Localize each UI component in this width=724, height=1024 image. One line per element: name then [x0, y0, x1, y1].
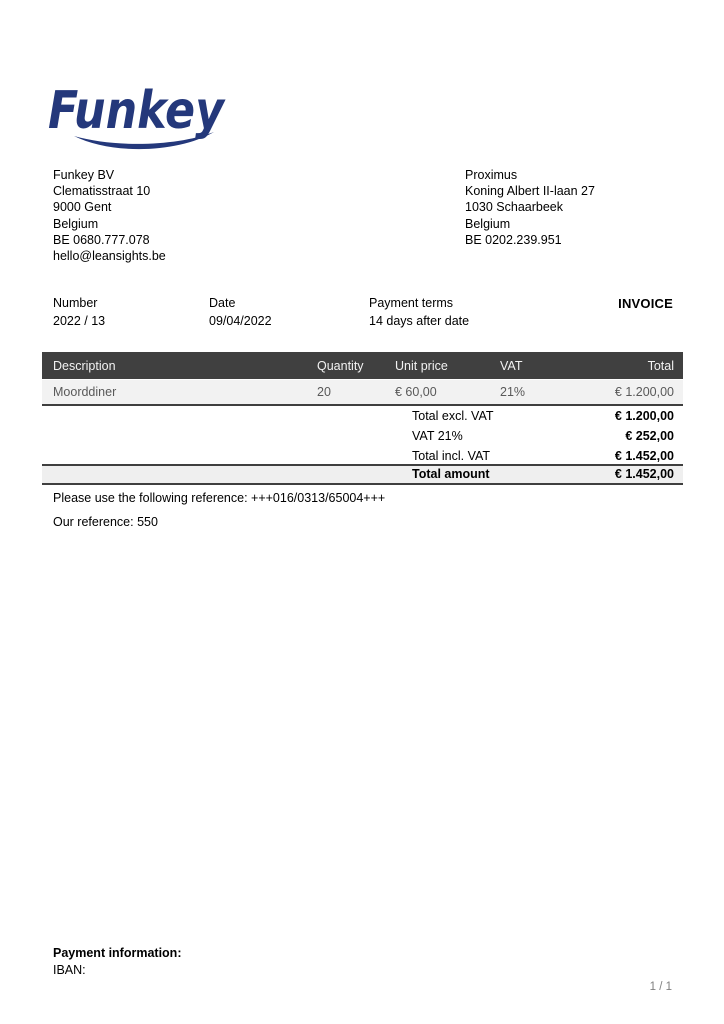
total-amount-label: Total amount — [412, 467, 490, 481]
buyer-city: 1030 Schaarbeek — [465, 200, 563, 215]
seller-street: Clematisstraat 10 — [53, 184, 151, 199]
item-unit-price: € 60,00 — [395, 385, 437, 399]
funkey-logo — [46, 78, 236, 160]
payment-terms-value: 14 days after date — [369, 314, 470, 328]
vat-amount-row — [42, 426, 683, 446]
seller-city: 9000 Gent — [53, 200, 112, 215]
payment-information-heading: Payment information: — [53, 946, 182, 960]
logo-wordmark: Funkey — [48, 81, 226, 141]
table-header-row — [42, 352, 683, 379]
buyer-name: Proximus — [465, 168, 518, 182]
col-header-total: Total — [647, 358, 674, 373]
total-incl-vat-value: € 1.452,00 — [614, 449, 674, 463]
buyer-country: Belgium — [465, 216, 511, 231]
invoice-number-label: Number — [53, 296, 98, 310]
seller-address-block — [53, 167, 166, 264]
funkey-logo-graphic — [46, 78, 236, 160]
total-incl-vat-label: Total incl. VAT — [412, 449, 491, 463]
buyer-vat-number: BE 0202.239.951 — [465, 232, 562, 247]
seller-vat-number: BE 0680.777.078 — [53, 232, 150, 247]
item-description: Moorddiner — [53, 385, 117, 399]
vat-amount-value: € 252,00 — [625, 429, 674, 443]
total-excl-vat-row — [42, 406, 683, 426]
total-excl-vat-value: € 1.200,00 — [614, 409, 674, 423]
vat-amount-label: VAT 21% — [412, 429, 463, 443]
col-header-quantity: Quantity — [317, 358, 364, 373]
seller-name: Funkey BV — [53, 168, 115, 182]
col-header-description: Description — [53, 358, 116, 373]
total-incl-vat-row — [42, 446, 683, 466]
payment-reference-note: Please use the following reference: +++016/0313/65004+++ — [53, 491, 386, 505]
invoice-number-value: 2022 / 13 — [53, 314, 106, 328]
item-quantity: 20 — [317, 385, 331, 399]
total-excl-vat-label: Total excl. VAT — [412, 409, 494, 423]
iban-label: IBAN: — [53, 963, 86, 977]
seller-country: Belgium — [53, 216, 99, 231]
payment-terms-label: Payment terms — [369, 296, 454, 310]
seller-email: hello@leansights.be — [53, 249, 166, 264]
line-items-table — [42, 352, 683, 406]
col-header-unit-price: Unit price — [395, 358, 448, 373]
invoice-date-value: 09/04/2022 — [209, 314, 272, 328]
col-header-vat: VAT — [500, 358, 523, 373]
invoice-date-label: Date — [209, 296, 236, 310]
our-reference-note: Our reference: 550 — [53, 515, 158, 529]
page-indicator: 1 / 1 — [649, 981, 672, 993]
document-title: INVOICE — [618, 296, 673, 311]
buyer-address-block — [465, 167, 595, 248]
buyer-street: Koning Albert II-laan 27 — [465, 184, 595, 199]
table-row — [42, 380, 683, 406]
item-vat: 21% — [500, 385, 526, 399]
total-amount-row — [42, 464, 683, 485]
item-total: € 1.200,00 — [614, 385, 674, 399]
total-amount-value: € 1.452,00 — [614, 467, 674, 481]
